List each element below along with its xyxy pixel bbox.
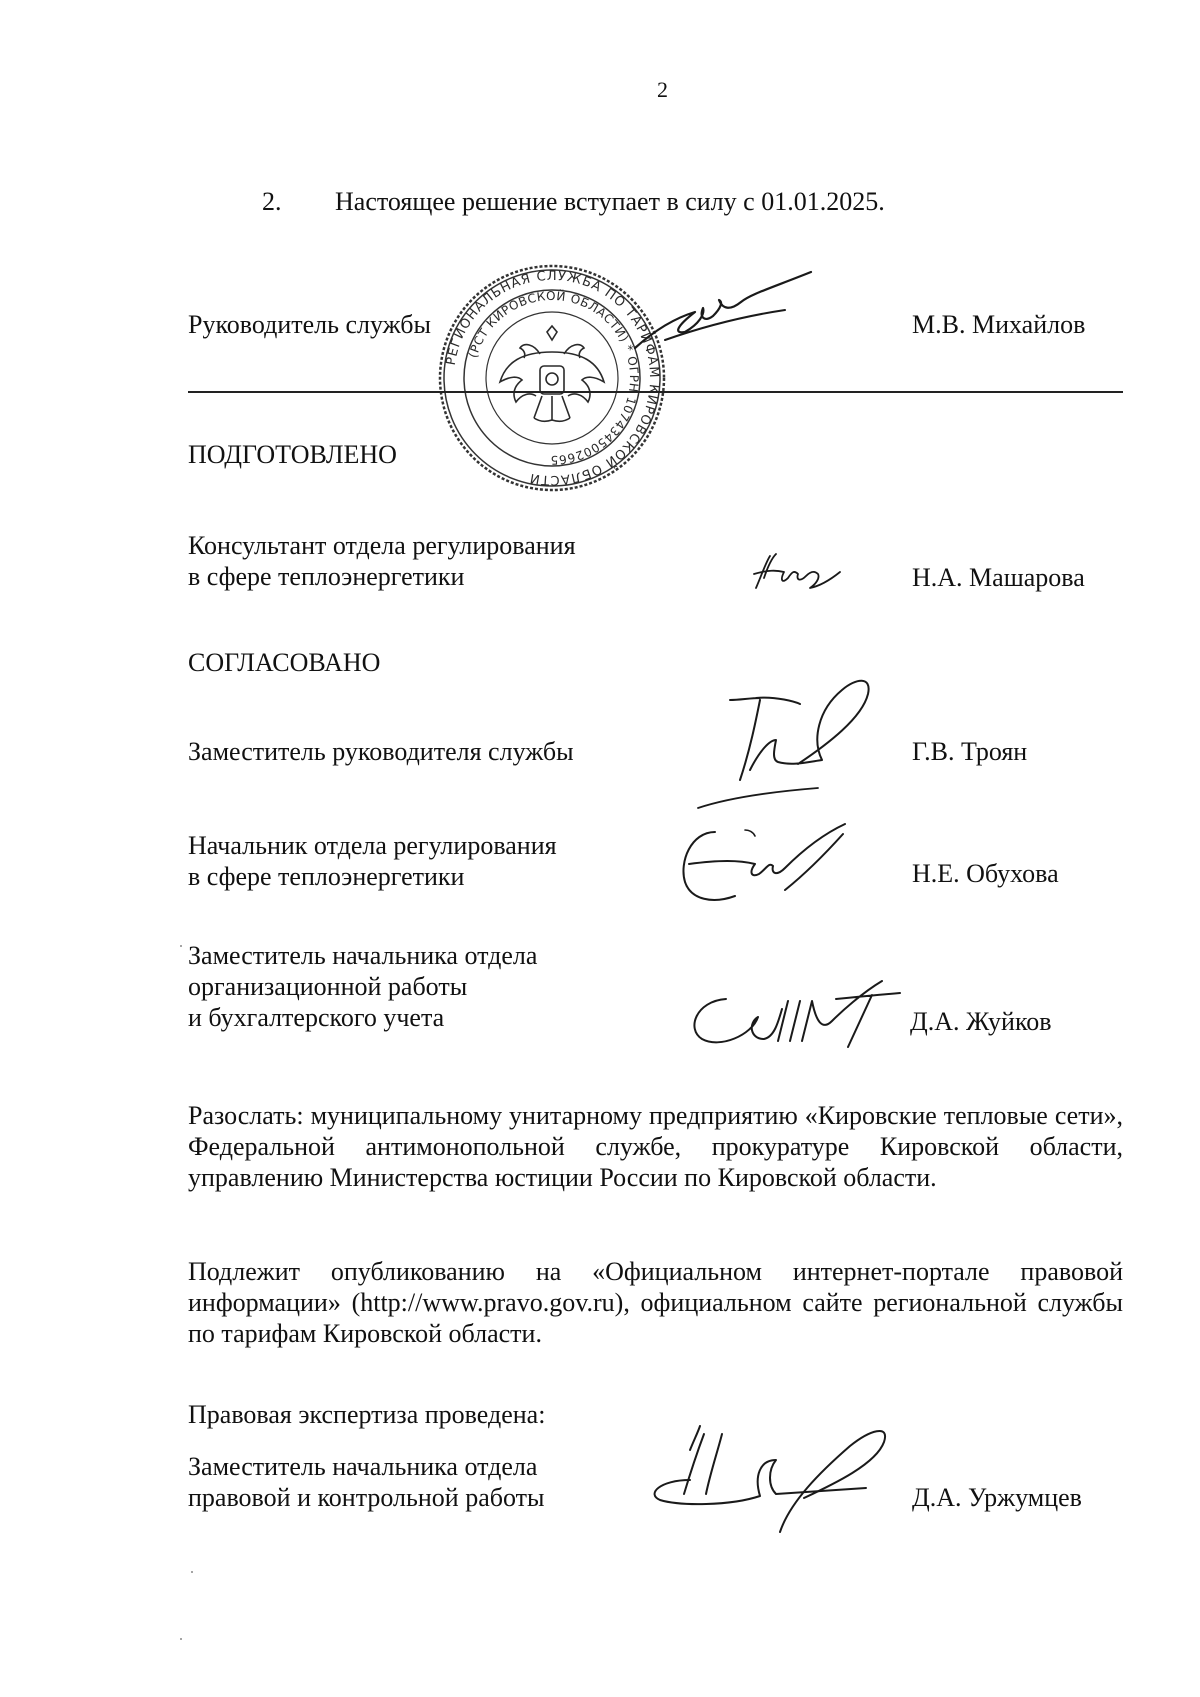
scan-speck [180,1638,182,1640]
publication-paragraph: Подлежит опубликованию на «Официальном интернет-портале правовой информации» (http://www.pravo.gov.ru), официальном сайте региональной службы по тарифам Кировской области. [188,1257,1123,1348]
page-number: 2 [657,77,668,102]
approved-entry-2-line2: в сфере теплоэнергетики [188,862,465,891]
legal-review-name: Д.А. Уржумцев [912,1483,1082,1512]
scan-speck [191,1571,193,1573]
approved-entry-3-line2: организационной работы [188,972,468,1001]
seal-inner-text: (РСТ КИРОВСКОЙ ОБЛАСТИ) * ОГРН 1074345002665 [465,288,642,468]
prepared-position-line1: Консультант отдела регулирования [188,531,576,560]
approved-entry-1-name: Г.В. Троян [912,737,1028,766]
approved-heading: СОГЛАСОВАНО [188,648,381,677]
clause-text: Настоящее решение вступает в силу с 01.01.2025. [335,187,885,216]
head-position: Руководитель службы [188,310,431,339]
signature-divider-line [188,391,1123,393]
prepared-name: Н.А. Машарова [912,563,1085,592]
legal-review-signature-image [640,1420,920,1540]
prepared-position-line2: в сфере теплоэнергетики [188,562,465,591]
approved-entry-3-name: Д.А. Жуйков [910,1007,1052,1036]
legal-review-position-line2: правовой и контрольной работы [188,1483,545,1512]
eagle-emblem-icon [500,326,604,421]
approved-entry-2-name: Н.Е. Обухова [912,859,1059,888]
legal-review-position-line1: Заместитель начальника отдела [188,1452,538,1481]
approved-entry-1-signature-image [690,660,920,820]
approved-entry-3-line3: и бухгалтерского учета [188,1003,445,1032]
head-name: М.В. Михайлов [912,310,1086,339]
svg-text:(РСТ КИРОВСКОЙ ОБЛАСТИ) * ОГРН [466,288,641,467]
approved-entry-3-signature-image [686,985,906,1055]
clause-number: 2. [262,187,282,216]
head-signature-image [625,280,825,360]
seal-outer-text: РЕГИОНАЛЬНАЯ СЛУЖБА ПО ТАРИФАМ КИРОВСКОЙ ОБЛАСТИ [443,268,662,488]
approved-entry-2-signature-image [675,820,855,910]
prepared-heading: ПОДГОТОВЛЕНО [188,440,397,469]
approved-entry-2-line1: Начальник отдела регулирования [188,831,557,860]
scan-speck [180,945,182,947]
approved-entry-1-line1: Заместитель руководителя службы [188,737,574,766]
legal-review-heading: Правовая экспертиза проведена: [188,1400,546,1429]
prepared-signature-image [750,548,860,598]
distribution-paragraph: Разослать: муниципальному унитарному предприятию «Кировские тепловые сети», Федеральной антимонопольной службе, прокуратуре Кировской области, управлению Министерства юстиции России по Кировской области. [188,1101,1123,1192]
approved-entry-3-line1: Заместитель начальника отдела [188,941,538,970]
